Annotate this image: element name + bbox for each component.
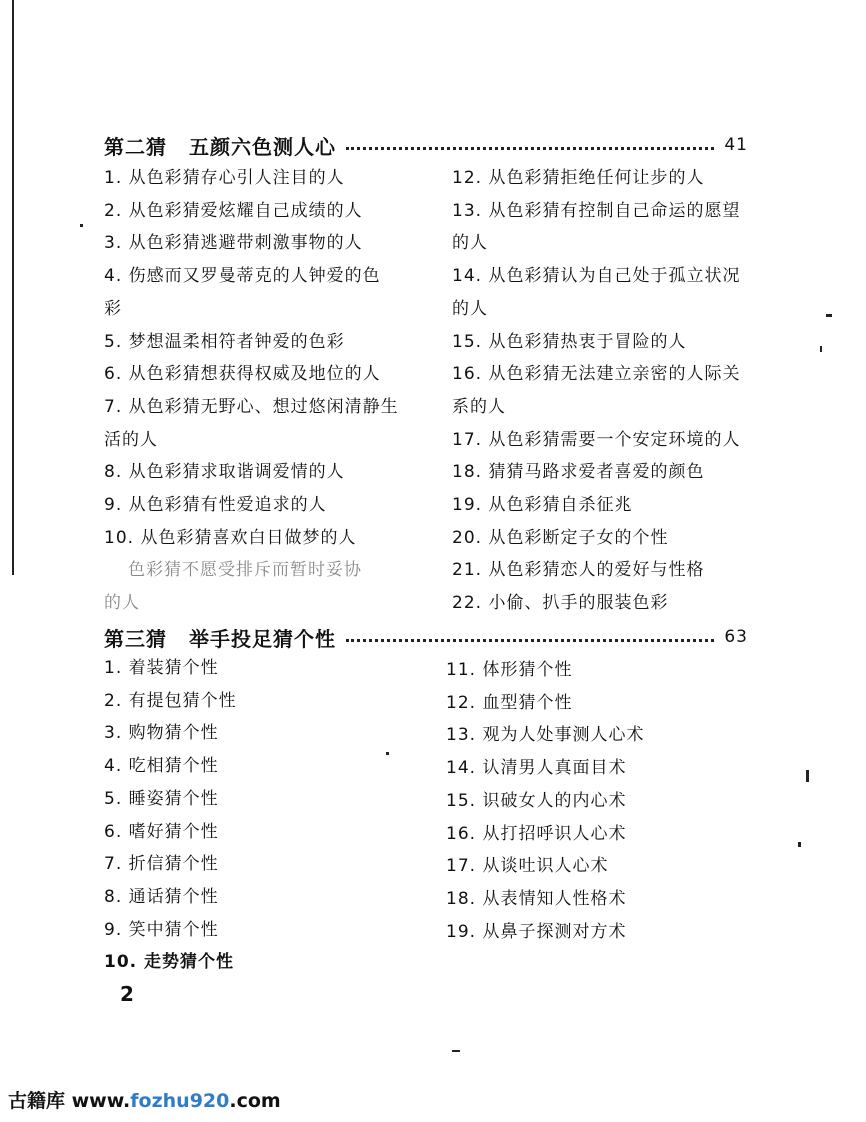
watermark-domain: fozhu920 bbox=[130, 1090, 230, 1112]
toc-entry: 的人 bbox=[104, 593, 140, 614]
margin-rule bbox=[12, 0, 14, 575]
section-2-label: 第二猜 bbox=[104, 134, 167, 159]
toc-entry: 4. 吃相猜个性 bbox=[104, 756, 219, 777]
toc-entry: 13. 从色彩猜有控制自己命运的愿望 bbox=[452, 200, 741, 221]
toc-entry: 12. 血型猜个性 bbox=[446, 692, 573, 713]
toc-entry: 15. 从色彩猜热衷于冒险的人 bbox=[452, 331, 687, 352]
watermark bbox=[8, 1086, 281, 1113]
toc-entry: 7. 折信猜个性 bbox=[104, 854, 219, 875]
section-3-page: 63 bbox=[724, 627, 748, 647]
toc-entry: 6. 从色彩猜想获得权威及地位的人 bbox=[104, 364, 381, 385]
dot-leader bbox=[346, 639, 714, 642]
watermark-suffix: .com bbox=[229, 1090, 281, 1112]
toc-entry: 色彩猜不愿受排斥而暂时妥协 bbox=[128, 560, 362, 581]
scan-speck bbox=[80, 224, 83, 227]
section-3-left-column bbox=[104, 652, 414, 979]
toc-entry: 21. 从色彩猜恋人的爱好与性格 bbox=[452, 560, 705, 581]
toc-entry: 3. 购物猜个性 bbox=[104, 723, 219, 744]
section-2-right-column bbox=[452, 162, 762, 620]
toc-entry: 20. 从色彩断定子女的个性 bbox=[452, 527, 669, 548]
toc-entry: 11. 体形猜个性 bbox=[446, 660, 573, 680]
toc-entry: 16. 从打招呼识人心术 bbox=[446, 823, 627, 844]
toc-entry: 的人 bbox=[452, 298, 488, 319]
section-3-title: 举手投足猜个性 bbox=[189, 626, 336, 651]
scan-speck bbox=[452, 1050, 460, 1052]
watermark-prefix: 古籍库 www. bbox=[8, 1090, 131, 1112]
toc-entry: 16. 从色彩猜无法建立亲密的人际关 bbox=[452, 364, 741, 385]
toc-entry: 13. 观为人处事测人心术 bbox=[446, 725, 645, 746]
scan-speck bbox=[806, 770, 809, 782]
toc-entry: 1. 从色彩猜存心引人注目的人 bbox=[104, 168, 345, 188]
toc-entry: 4. 伤感而又罗曼蒂克的人钟爱的色 bbox=[104, 266, 381, 287]
section-2-left-column bbox=[104, 162, 414, 620]
toc-entry: 活的人 bbox=[104, 429, 158, 450]
section-3-heading bbox=[104, 620, 748, 654]
toc-entry: 的人 bbox=[452, 233, 488, 254]
toc-entry: 系的人 bbox=[452, 396, 506, 417]
toc-entry: 10. 从色彩猜喜欢白日做梦的人 bbox=[104, 527, 357, 548]
scan-speck bbox=[826, 314, 832, 317]
scan-speck bbox=[820, 346, 822, 352]
section-2-page: 41 bbox=[724, 135, 748, 155]
toc-entry: 18. 猜猜马路求爱者喜爱的颜色 bbox=[452, 462, 705, 483]
toc-entry: 8. 通话猜个性 bbox=[104, 886, 219, 907]
toc-entry: 14. 从色彩猜认为自己处于孤立状况 bbox=[452, 266, 741, 287]
toc-entry: 6. 嗜好猜个性 bbox=[104, 821, 219, 842]
section-3-label: 第三猜 bbox=[104, 626, 167, 651]
page-number: 2 bbox=[120, 982, 134, 1006]
toc-entry: 3. 从色彩猜逃避带刺激事物的人 bbox=[104, 233, 363, 254]
toc-entry: 7. 从色彩猜无野心、想过悠闲清静生 bbox=[104, 396, 399, 417]
section-2-title: 五颜六色测人心 bbox=[189, 134, 336, 159]
toc-entry: 14. 认清男人真面目术 bbox=[446, 758, 627, 779]
toc-entry: 5. 梦想温柔相符者钟爱的色彩 bbox=[104, 331, 345, 352]
toc-entry: 9. 笑中猜个性 bbox=[104, 919, 219, 940]
toc-entry: 18. 从表情知人性格术 bbox=[446, 888, 627, 909]
toc-entry: 2. 从色彩猜爱炫耀自己成绩的人 bbox=[104, 200, 363, 221]
toc-entry: 5. 睡姿猜个性 bbox=[104, 788, 219, 809]
scan-speck bbox=[386, 752, 389, 755]
toc-entry: 17. 从谈吐识人心术 bbox=[446, 856, 609, 877]
toc-entry: 8. 从色彩猜求取谐调爱情的人 bbox=[104, 462, 345, 483]
toc-entry: 22. 小偷、扒手的服装色彩 bbox=[452, 593, 669, 614]
toc-entry: 15. 识破女人的内心术 bbox=[446, 790, 627, 811]
toc-entry: 2. 有提包猜个性 bbox=[104, 690, 237, 711]
section-2-heading bbox=[104, 128, 748, 162]
scan-speck bbox=[798, 842, 801, 847]
section-3-right-column bbox=[446, 654, 756, 948]
toc-entry: 12. 从色彩猜拒绝任何让步的人 bbox=[452, 168, 705, 188]
toc-entry: 19. 从鼻子探测对方术 bbox=[446, 921, 627, 942]
toc-entry: 10. 走势猜个性 bbox=[104, 952, 235, 973]
toc-entry: 17. 从色彩猜需要一个安定环境的人 bbox=[452, 429, 741, 450]
toc-entry: 1. 着装猜个性 bbox=[104, 658, 219, 678]
dot-leader bbox=[346, 147, 714, 150]
toc-entry: 19. 从色彩猜自杀征兆 bbox=[452, 495, 633, 516]
toc-entry: 9. 从色彩猜有性爱追求的人 bbox=[104, 495, 327, 516]
toc-entry: 彩 bbox=[104, 298, 122, 319]
